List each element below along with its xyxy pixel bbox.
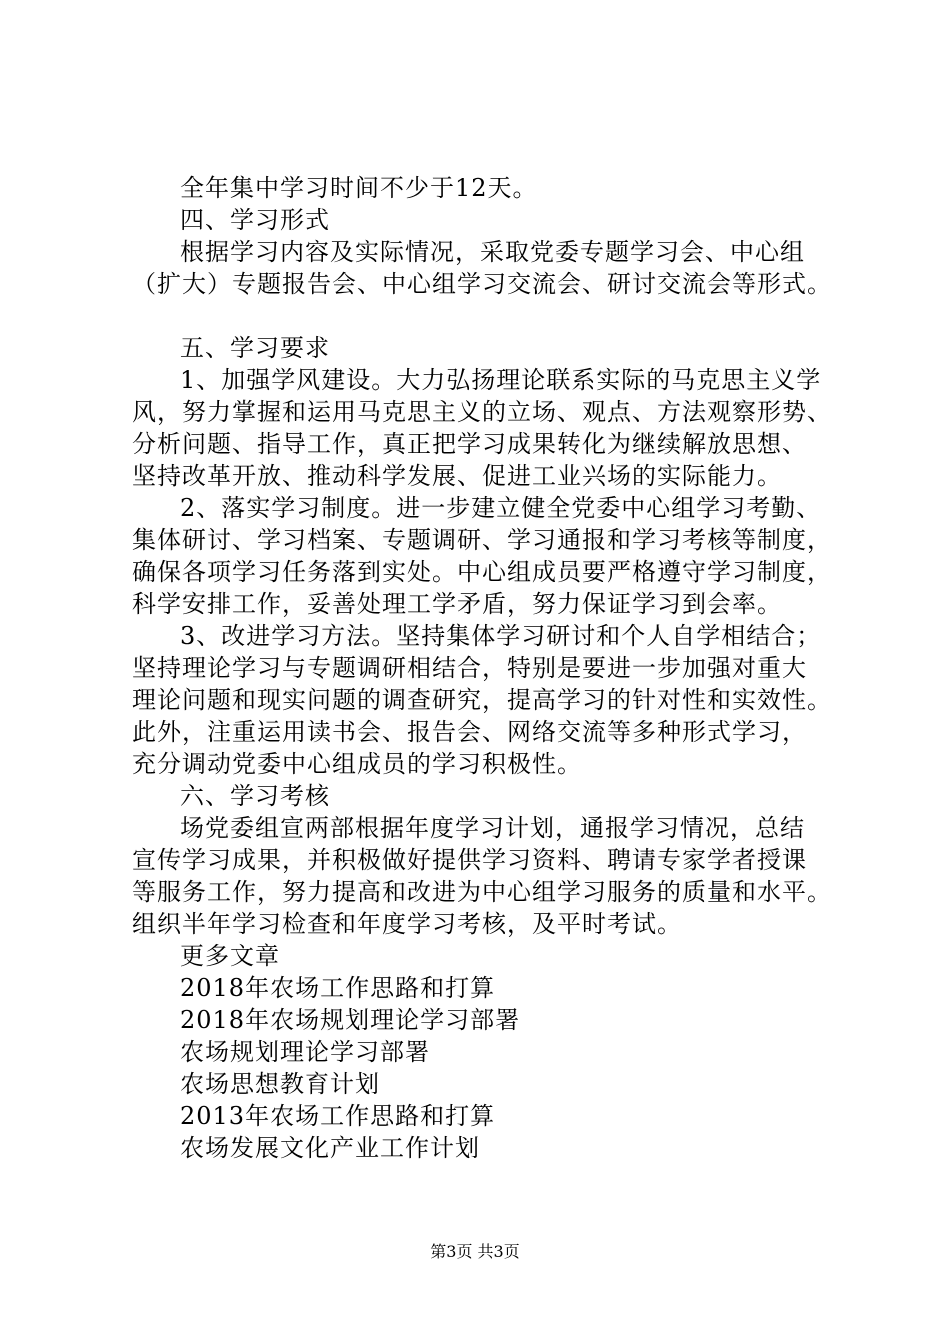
text-line: 根据学习内容及实际情况，采取党委专题学习会、中心组 <box>180 238 805 266</box>
text-line: 充分调动党委中心组成员的学习积极性。 <box>132 750 582 778</box>
article-link[interactable]: 农场思想教育计划 <box>180 1070 380 1098</box>
article-link[interactable]: 2018年农场规划理论学习部署 <box>180 1006 521 1034</box>
article-link[interactable]: 2018年农场工作思路和打算 <box>180 974 496 1002</box>
article-link[interactable]: 2013年农场工作思路和打算 <box>180 1102 496 1130</box>
more-articles-heading: 更多文章 <box>180 942 280 970</box>
text-line: 1、加强学风建设。大力弘扬理论联系实际的马克思主义学 <box>180 366 822 394</box>
paragraph-gap <box>132 300 850 332</box>
text-line: 坚持理论学习与专题调研相结合，特别是要进一步加强对重大 <box>132 654 807 682</box>
text-line: 组织半年学习检查和年度学习考核，及平时考试。 <box>132 910 682 938</box>
text-line: 全年集中学习时间不少于12天。 <box>180 174 538 202</box>
article-link[interactable]: 农场规划理论学习部署 <box>180 1038 430 1066</box>
document-body <box>132 172 850 1164</box>
text-line: 确保各项学习任务落到实处。中心组成员要严格遵守学习制度， <box>132 558 832 586</box>
text-line: 2、落实学习制度。进一步建立健全党委中心组学习考勤、 <box>180 494 822 522</box>
text-line: 理论问题和现实问题的调查研究，提高学习的针对性和实效性。 <box>132 686 832 714</box>
text-line: 场党委组宣两部根据年度学习计划，通报学习情况，总结 <box>180 814 805 842</box>
section-heading-assessment: 六、学习考核 <box>180 782 330 810</box>
text-line: （扩大）专题报告会、中心组学习交流会、研讨交流会等形式。 <box>132 270 832 298</box>
text-line: 分析问题、指导工作，真正把学习成果转化为继续解放思想、 <box>132 430 807 458</box>
text-line: 3、改进学习方法。坚持集体学习研讨和个人自学相结合； <box>180 622 822 650</box>
text-line: 风，努力掌握和运用马克思主义的立场、观点、方法观察形势、 <box>132 398 832 426</box>
section-heading-requirements: 五、学习要求 <box>180 334 330 362</box>
text-line: 等服务工作，努力提高和改进为中心组学习服务的质量和水平。 <box>132 878 832 906</box>
section-heading-form: 四、学习形式 <box>180 206 330 234</box>
text-line: 坚持改革开放、推动科学发展、促进工业兴场的实际能力。 <box>132 462 782 490</box>
article-link[interactable]: 农场发展文化产业工作计划 <box>180 1134 480 1162</box>
text-line: 宣传学习成果，并积极做好提供学习资料、聘请专家学者授课 <box>132 846 807 874</box>
text-line: 科学安排工作，妥善处理工学矛盾，努力保证学习到会率。 <box>132 590 782 618</box>
text-line: 此外，注重运用读书会、报告会、网络交流等多种形式学习， <box>132 718 807 746</box>
page-number-footer: 第3页 共3页 <box>430 1242 520 1261</box>
text-line: 集体研讨、学习档案、专题调研、学习通报和学习考核等制度， <box>132 526 832 554</box>
